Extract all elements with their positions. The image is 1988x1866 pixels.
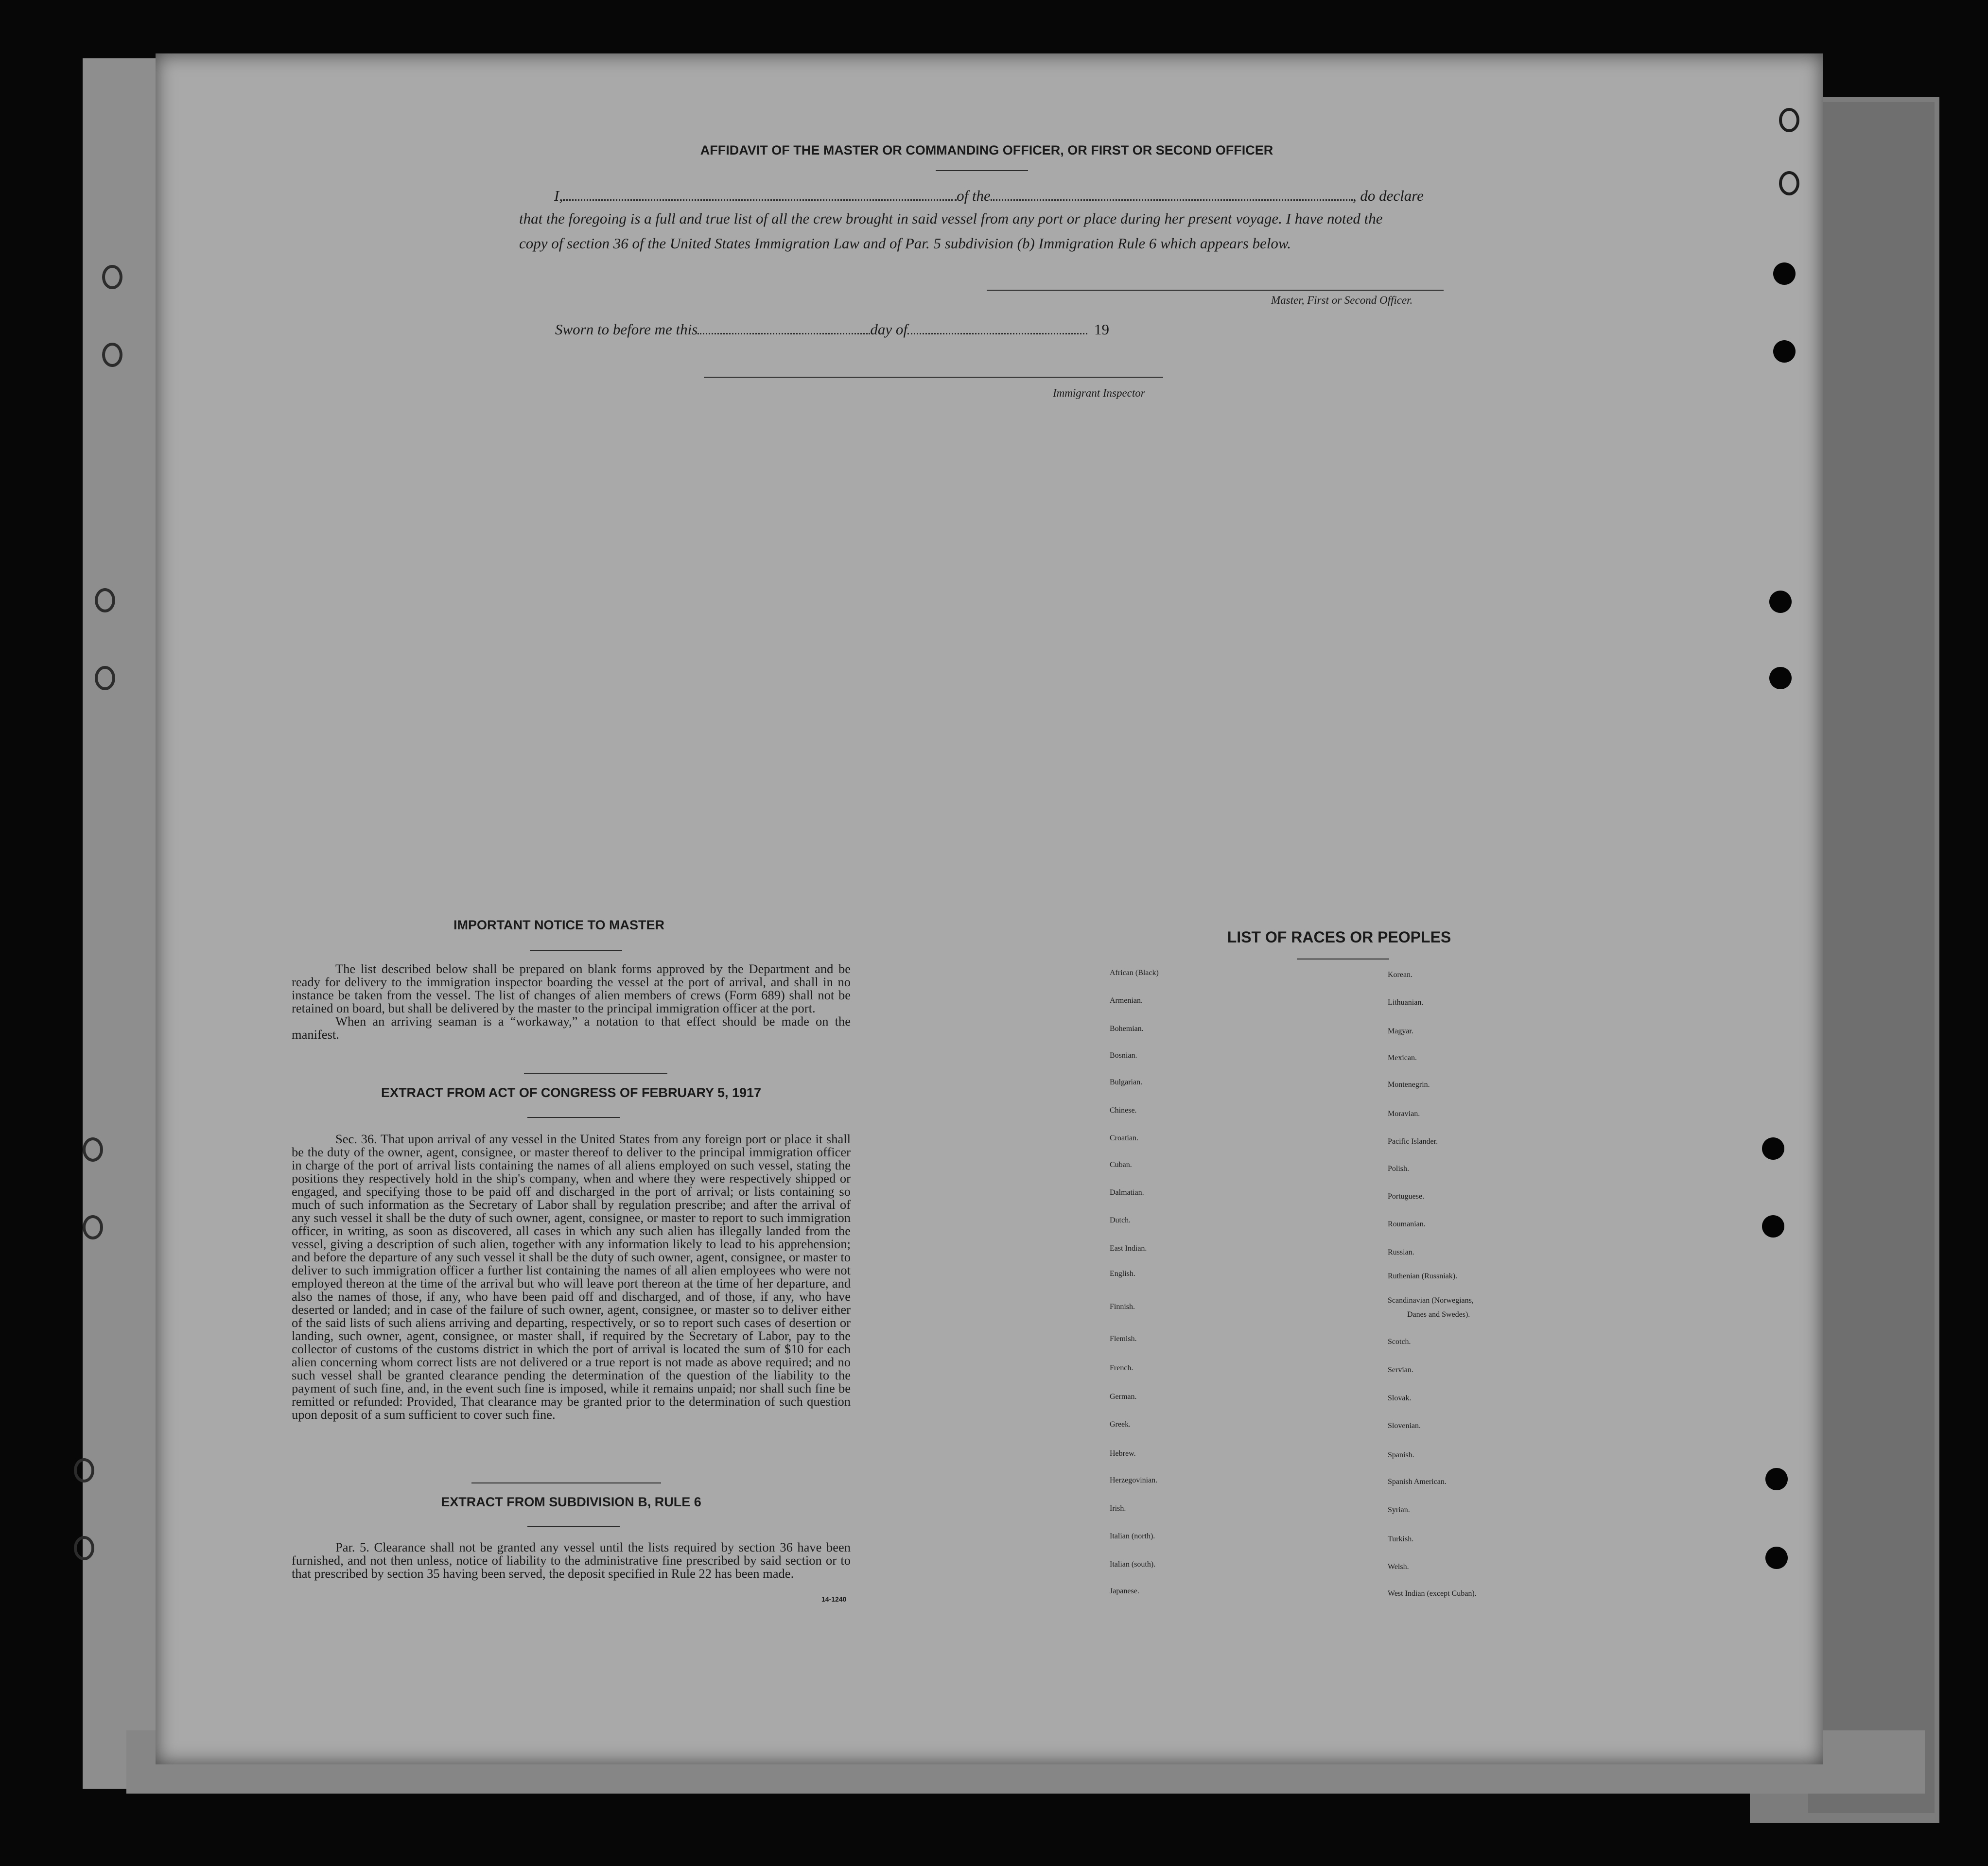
- binder-hole-icon: [1765, 1468, 1788, 1490]
- binder-hole-icon: [1779, 171, 1799, 195]
- affidavit-heading: AFFIDAVIT OF THE MASTER OR COMMANDING OFFICER, OR FIRST OR SECOND OFFICER: [700, 143, 1273, 157]
- binder-hole-icon: [1762, 1137, 1784, 1160]
- race-item: Slovenian.: [1388, 1422, 1421, 1430]
- race-item: Moravian.: [1388, 1110, 1420, 1118]
- race-item: Dutch.: [1110, 1216, 1131, 1224]
- race-item: Danes and Swedes).: [1407, 1310, 1470, 1319]
- back-sheet-middle: [1808, 102, 1935, 1813]
- day-blank: [698, 323, 870, 334]
- name-blank: [563, 190, 957, 201]
- race-item: Turkish.: [1388, 1535, 1414, 1543]
- race-item: Dalmatian.: [1110, 1188, 1144, 1197]
- binder-hole-icon: [83, 1215, 103, 1239]
- race-item: Chinese.: [1110, 1106, 1137, 1115]
- race-item: Servian.: [1388, 1366, 1413, 1374]
- race-item: German.: [1110, 1393, 1137, 1401]
- binder-hole-icon: [1773, 340, 1796, 363]
- race-item: Montenegrin.: [1388, 1081, 1430, 1089]
- act-section-36: Sec. 36. That upon arrival of any vessel in the United States from any foreign port or place it shall be the duty of the owner, agent, consignee, or master thereof to deliver to the principal immigration officer in charge of the port of arrival lists containing the names of all aliens employed on such vessel, stating the positions they respectively hold in the ship's company, when and where they were respectively shipped or engaged, and specifying those to be paid off and discharged in the port of arrival; or lists containing so much of such information as the Secretary of Labor shall by regulation prescribe; and after the arrival of any such vessel it shall be the duty of such owner, agent, consignee, or master to report to such immigration officer, in writing, as soon as discovered, all cases in which any such alien has illegally landed from the vessel, giving a description of such alien, together with any information likely to lead to his apprehension; and before the departure of any such vessel it shall be the duty of such owner, agent, consignee, or master to deliver to such immigration officer a further list containing the names of all alien employees who were not employed thereon at the time of the arrival but who will leave port thereon at the time of her departure, and also the names of those, if any, who have been paid off and discharged, and of those, if any, who have deserted or landed; and in case of the failure of such owner, agent, consignee, or master so to deliver either of the said lists of such aliens arriving and departing, respectively, or so to report such cases of desertion or landing, such owner, agent, consignee, or master shall, if required by the Secretary of Labor, pay to the collector of customs of the customs district in which the port of arrival is located the sum of $10 for each alien concerning whom correct lists are not delivered or a true report is not made as above required; and no such vessel shall be granted clearance pending the determination of the question of the liability to the payment of such fine, and, in the event such fine is imposed, while it remains unpaid; nor shall such fine be remitted or refunded: Provided, That clearance may be granted prior to the determination of such question upon deposit of a sum sufficient to cover such fine.: [292, 1132, 851, 1422]
- race-item: Magyar.: [1388, 1027, 1413, 1035]
- sworn-line: [555, 321, 1109, 338]
- race-item: French.: [1110, 1364, 1134, 1372]
- race-item: Mexican.: [1388, 1054, 1417, 1062]
- race-item: English.: [1110, 1270, 1135, 1278]
- race-item: Croatian.: [1110, 1134, 1139, 1142]
- race-item: Bulgarian.: [1110, 1078, 1143, 1086]
- race-item: Syrian.: [1388, 1506, 1410, 1514]
- race-item: East Indian.: [1110, 1244, 1147, 1253]
- race-item: Slovak.: [1388, 1394, 1412, 1402]
- binder-hole-icon: [83, 1137, 103, 1162]
- race-item: Polish.: [1388, 1165, 1410, 1173]
- divider: [471, 1482, 661, 1483]
- binder-hole-icon: [1779, 108, 1799, 132]
- binder-hole-icon: [102, 343, 122, 367]
- race-item: Portuguese.: [1388, 1192, 1425, 1201]
- affidavit-of-label: of the: [957, 187, 991, 204]
- day-of-label: day of: [870, 321, 907, 338]
- binder-hole-icon: [1773, 262, 1796, 285]
- act-body: [292, 1133, 851, 1421]
- race-item: Spanish American.: [1388, 1478, 1447, 1486]
- race-item: Irish.: [1110, 1504, 1126, 1513]
- binder-hole-icon: [1762, 1215, 1784, 1238]
- race-item: Armenian.: [1110, 996, 1143, 1005]
- binder-hole-icon: [95, 588, 115, 612]
- affidavit-i-label: I,: [554, 187, 563, 204]
- race-item: Scotch.: [1388, 1338, 1411, 1346]
- binder-hole-icon: [95, 666, 115, 690]
- vessel-blank: [991, 190, 1353, 201]
- sworn-label: Sworn to before me this: [555, 321, 698, 338]
- race-item: Spanish.: [1388, 1451, 1414, 1459]
- race-item: Hebrew.: [1110, 1449, 1136, 1458]
- master-signature-line: [987, 290, 1444, 291]
- form-number: 14-1240: [821, 1595, 847, 1603]
- rule-body: [292, 1541, 851, 1580]
- race-item: Finnish.: [1110, 1303, 1135, 1311]
- race-item: Ruthenian (Russniak).: [1388, 1272, 1458, 1280]
- affidavit-line-2: that the foregoing is a full and true list of all the crew brought in said vessel from any port or place during her present voyage. I have noted the: [519, 210, 1383, 227]
- race-item: Scandinavian (Norwegians,: [1388, 1296, 1474, 1305]
- race-item: Welsh.: [1388, 1563, 1409, 1571]
- notice-body: [292, 962, 851, 1041]
- notice-heading: IMPORTANT NOTICE TO MASTER: [453, 918, 664, 932]
- act-heading: EXTRACT FROM ACT OF CONGRESS OF FEBRUARY 5, 1917: [381, 1085, 762, 1100]
- race-item: West Indian (except Cuban).: [1388, 1589, 1477, 1598]
- race-item: Russian.: [1388, 1248, 1414, 1256]
- race-item: Flemish.: [1110, 1335, 1137, 1343]
- divider: [527, 1526, 620, 1527]
- race-item: Korean.: [1388, 971, 1413, 979]
- master-signature-label: Master, First or Second Officer.: [1271, 294, 1413, 306]
- notice-paragraph-2: When an arriving seaman is a “workaway,” a notation to that effect should be made on the manifest.: [292, 1014, 851, 1042]
- binder-hole-icon: [74, 1458, 94, 1482]
- divider: [524, 1073, 667, 1074]
- binder-hole-icon: [1765, 1547, 1788, 1569]
- divider: [527, 1117, 620, 1118]
- race-item: Lithuanian.: [1388, 998, 1424, 1007]
- race-item: Bohemian.: [1110, 1025, 1144, 1033]
- notice-paragraph-1: The list described below shall be prepared on blank forms approved by the Department and be ready for delivery to the immigration inspector boarding the vessel at the port of arrival, and shall in no instance be taken from the vessel. The list of changes of alien members of crews (Form 689) shall not be retained on board, but shall be delivered by the master to the principal immigration officer at the port.: [292, 961, 851, 1015]
- races-heading: LIST OF RACES OR PEOPLES: [1227, 928, 1451, 946]
- divider: [530, 950, 622, 951]
- race-item: Roumanian.: [1388, 1220, 1426, 1228]
- inspector-signature-label: Immigrant Inspector: [1053, 387, 1145, 399]
- binder-hole-icon: [74, 1536, 94, 1560]
- race-item: Pacific Islander.: [1388, 1137, 1438, 1146]
- rule-heading: EXTRACT FROM SUBDIVISION B, RULE 6: [441, 1495, 701, 1509]
- race-item: African (Black): [1110, 969, 1159, 977]
- rule-paragraph-5: Par. 5. Clearance shall not be granted any vessel until the lists required by section 36 have been furnished, and not then unless, notice of liability to the administrative fine prescribed by said section or to that prescribed by section 35 having been served, the deposit specified in Rule 22 has been made.: [292, 1540, 851, 1581]
- binder-hole-icon: [1769, 667, 1792, 689]
- affidavit-line-3: copy of section 36 of the United States Immigration Law and of Par. 5 subdivision (b) Immigration Rule 6 which appears below.: [519, 235, 1291, 252]
- race-item: Herzegovinian.: [1110, 1476, 1158, 1484]
- year-prefix: 19: [1094, 321, 1109, 338]
- binder-hole-icon: [102, 265, 122, 289]
- inspector-signature-line: [704, 377, 1163, 378]
- divider: [936, 170, 1028, 171]
- binder-hole-icon: [1769, 591, 1792, 613]
- race-item: Italian (north).: [1110, 1532, 1155, 1540]
- affidavit-declare-label: , do declare: [1352, 187, 1424, 204]
- affidavit-line-1: [554, 187, 1424, 205]
- race-item: Italian (south).: [1110, 1560, 1156, 1569]
- race-item: Greek.: [1110, 1420, 1131, 1429]
- race-item: Japanese.: [1110, 1587, 1139, 1595]
- race-item: Bosnian.: [1110, 1051, 1137, 1060]
- month-blank: [907, 323, 1087, 334]
- race-item: Cuban.: [1110, 1161, 1132, 1169]
